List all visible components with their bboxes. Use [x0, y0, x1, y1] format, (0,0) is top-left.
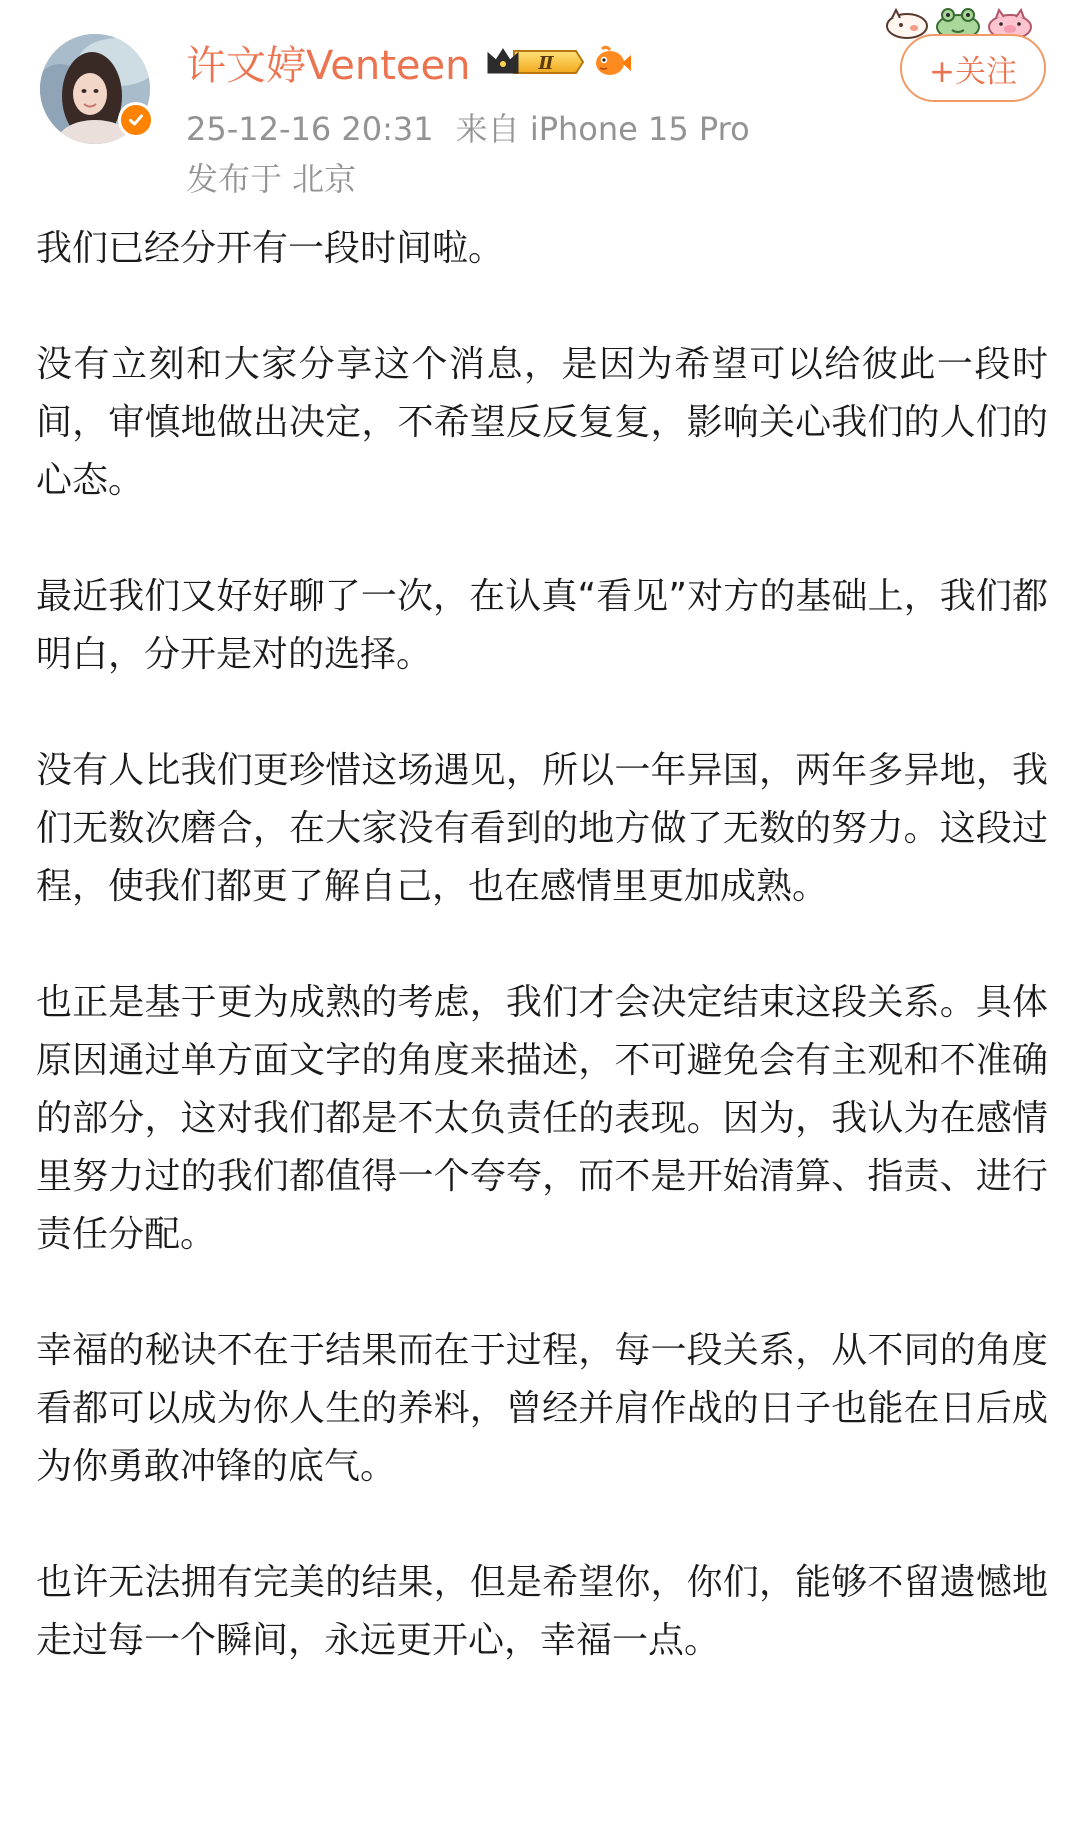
post-paragraph: 幸福的秘诀不在于结果而在于过程，每一段关系，从不同的角度看都可以成为你人生的养料，曾经并肩作战的日子也能在日后成为你勇敢冲锋的底气。 — [36, 1330, 1048, 1487]
avatar[interactable] — [40, 34, 150, 144]
post-body — [36, 220, 1048, 1670]
post-paragraph: 最近我们又好好聊了一次，在认真“看见”对方的基础上，我们都明白，分开是对的选择。 — [36, 576, 1048, 675]
post-paragraph: 也许无法拥有完美的结果，但是希望你，你们，能够不留遗憾地走过每一个瞬间，永远更开心，幸福一点。 — [36, 1562, 1048, 1661]
post-meta — [186, 104, 750, 150]
follow-button[interactable]: +关注 — [900, 34, 1046, 102]
post-paragraph: 没有立刻和大家分享这个消息，是因为希望可以给彼此一段时间，审慎地做出决定，不希望反反复复，影响关心我们的人们的心态。 — [36, 344, 1048, 501]
post-location: 发布于 北京 — [186, 160, 357, 198]
level-badge-text: Ⅱ — [538, 53, 555, 74]
verified-check-icon — [118, 102, 154, 138]
post-timestamp: 25-12-16 20:31 — [186, 110, 434, 148]
author-name[interactable]: 许文婷Venteen — [186, 42, 471, 89]
post-header — [0, 0, 1080, 210]
post-paragraph: 也正是基于更为成熟的考虑，我们才会决定结束这段关系。具体原因通过单方面文字的角度来描述，不可避免会有主观和不准确的部分，这对我们都是不太负责任的表现。因为，我认为在感情里努力过的我们都值得一个夸夸，而不是开始清算、指责、进行责任分配。 — [36, 982, 1048, 1255]
fish-icon[interactable] — [592, 43, 632, 81]
crown-level-icon[interactable] — [484, 43, 584, 81]
author-row — [186, 36, 632, 88]
post-source: 来自 iPhone 15 Pro — [455, 110, 750, 148]
post-paragraph: 没有人比我们更珍惜这场遇见，所以一年异国，两年多异地，我们无数次磨合，在大家没有看到的地方做了无数的努力。这段过程，使我们都更了解自己，也在感情里更加成熟。 — [36, 750, 1048, 907]
post-paragraph: 我们已经分开有一段时间啦。 — [36, 228, 505, 269]
